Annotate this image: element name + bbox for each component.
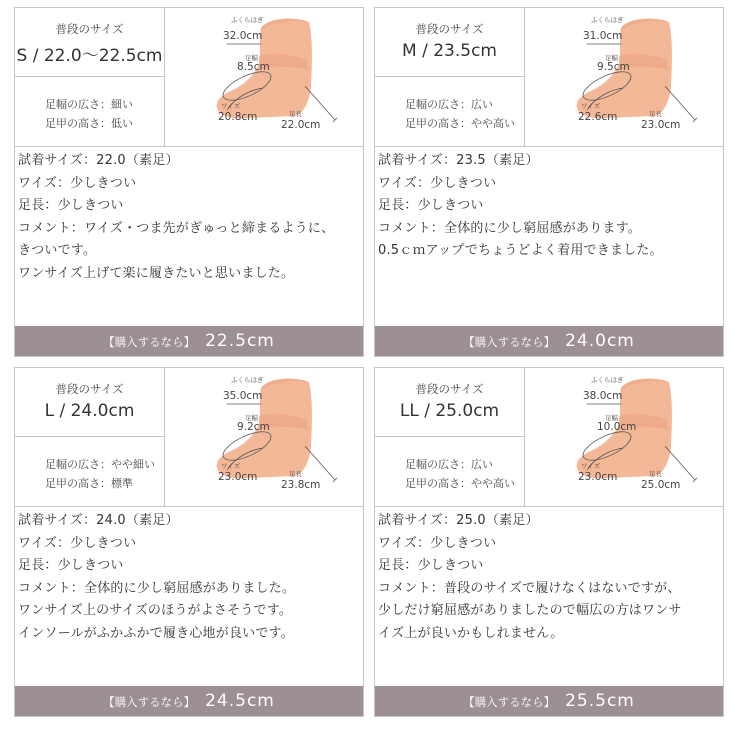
- length-label: 足長: [649, 110, 662, 118]
- foot-shape-box: [15, 437, 165, 506]
- review-line: 試着サイズ：25.0（素足）: [378, 513, 539, 528]
- foot-illustration: [525, 8, 723, 146]
- calf-label: ふくらはぎ: [231, 376, 264, 384]
- recommended-label: 【購入するなら】: [103, 695, 196, 709]
- ankle-value: 9.5cm: [597, 61, 630, 73]
- recommended-size-bar: [15, 326, 363, 356]
- wise-label: ワイズ: [221, 102, 241, 110]
- review-line: コメント：ワイズ・つま先がぎゅっと締まるように、: [18, 220, 335, 236]
- usual-size-box: [15, 368, 165, 437]
- calf-value: 38.0cm: [583, 390, 623, 402]
- ankle-label: 足幅: [605, 54, 618, 62]
- usual-size-value: S / 22.0〜22.5cm: [16, 46, 163, 66]
- usual-size-value: LL / 25.0cm: [399, 401, 500, 421]
- review-line: イズ上が良いかもしれません。: [378, 625, 564, 641]
- length-measure-line: [665, 86, 695, 120]
- review-line: ワイズ：少しきつい: [378, 535, 497, 551]
- review-line: コメント：全体的に少し窮屈感があります。: [378, 220, 641, 236]
- calf-label: ふくらはぎ: [591, 376, 624, 384]
- foot-illustration: [525, 368, 723, 506]
- length-value: 23.0cm: [641, 119, 681, 131]
- calf-value: 32.0cm: [223, 30, 263, 42]
- foot-width-text: 足幅の広さ：やや細い: [45, 458, 155, 471]
- foot-diagram: [525, 8, 723, 146]
- review-line: 試着サイズ：23.5（素足）: [378, 153, 539, 168]
- foot-illustration: [165, 368, 363, 506]
- review-line: ワイズ：少しきつい: [18, 535, 137, 551]
- review-line: ワイズ：少しきつい: [378, 175, 497, 191]
- calf-label: ふくらはぎ: [591, 16, 624, 24]
- foot-shape-box: [375, 77, 525, 146]
- ankle-value: 9.2cm: [237, 421, 270, 433]
- usual-size-caption: 普段のサイズ: [55, 382, 124, 396]
- usual-size-box: [15, 8, 165, 77]
- review-line: 0.5ｃｍアップでちょうどよく着用できました。: [378, 243, 663, 258]
- recommended-label: 【購入するなら】: [103, 335, 196, 349]
- length-value: 25.0cm: [641, 479, 681, 491]
- review-line: 足長：少しきつい: [18, 198, 124, 213]
- recommended-size-bar: [375, 326, 723, 356]
- usual-size-value: M / 23.5cm: [402, 41, 497, 61]
- recommended-size: 24.0cm: [565, 331, 635, 351]
- wise-label: ワイズ: [221, 462, 241, 470]
- ankle-label: 足幅: [605, 414, 618, 422]
- card-header: [15, 368, 363, 507]
- usual-size-value: L / 24.0cm: [44, 401, 135, 421]
- length-measure-line: [665, 446, 695, 480]
- calf-label: ふくらはぎ: [231, 16, 264, 24]
- foot-diagram: [165, 368, 363, 506]
- usual-size-caption: 普段のサイズ: [415, 382, 484, 396]
- ankle-value: 8.5cm: [237, 61, 270, 73]
- review-line: 試着サイズ：24.0（素足）: [18, 513, 179, 528]
- review-line: 足長：少しきつい: [378, 558, 484, 573]
- size-card-m: [374, 7, 724, 357]
- size-card-l: [14, 367, 364, 717]
- length-label: 足長: [289, 470, 302, 478]
- recommended-size-bar: [15, 686, 363, 716]
- length-measure-line: [305, 86, 335, 120]
- length-label: 足長: [289, 110, 302, 118]
- foot-shape-box: [15, 77, 165, 146]
- review-line: ワンサイズ上のサイズのほうがよさそうです。: [18, 603, 293, 618]
- instep-height-text: 足甲の高さ：低い: [45, 117, 133, 130]
- length-label: 足長: [649, 470, 662, 478]
- review-line: ワンサイズ上げて楽に履きたいと思いました。: [18, 265, 295, 281]
- review-line: きついです。: [18, 243, 97, 258]
- review-line: インソールがふかふかで履き心地が良いです。: [18, 625, 294, 641]
- foot-shape-box: [375, 437, 525, 506]
- review-line: 試着サイズ：22.0（素足）: [18, 153, 179, 168]
- review-line: ワイズ：少しきつい: [18, 175, 137, 191]
- instep-height-text: 足甲の高さ：標準: [45, 477, 133, 490]
- size-card-ll: [374, 367, 724, 717]
- recommended-label: 【購入するなら】: [463, 335, 556, 349]
- calf-value: 35.0cm: [223, 390, 263, 402]
- foot-diagram: [525, 368, 723, 506]
- calf-value: 31.0cm: [583, 30, 623, 42]
- instep-height-text: 足甲の高さ：やや高い: [405, 477, 515, 490]
- ankle-value: 10.0cm: [597, 421, 637, 433]
- review-line: 足長：少しきつい: [378, 198, 484, 213]
- foot-width-text: 足幅の広さ：細い: [45, 98, 133, 111]
- fitting-review: [378, 510, 723, 645]
- recommended-size: 24.5cm: [205, 691, 275, 711]
- ankle-label: 足幅: [245, 414, 258, 422]
- wise-value: 23.0cm: [218, 471, 258, 483]
- review-line: コメント：普段のサイズで履けなくはないですが、: [378, 580, 681, 596]
- length-value: 23.8cm: [281, 479, 321, 491]
- fitting-review: [18, 510, 363, 645]
- recommended-label: 【購入するなら】: [463, 695, 556, 709]
- review-line: 足長：少しきつい: [18, 558, 124, 573]
- card-header: [375, 368, 723, 507]
- usual-size-caption: 普段のサイズ: [55, 22, 124, 36]
- usual-size-box: [375, 368, 525, 437]
- card-header: [375, 8, 723, 147]
- wise-value: 20.8cm: [218, 111, 258, 123]
- review-line: 少しだけ窮屈感がありましたので幅広の方はワンサ: [378, 603, 682, 618]
- card-header: [15, 8, 363, 147]
- wise-label: ワイズ: [581, 102, 601, 110]
- foot-illustration: [165, 8, 363, 146]
- fitting-review: [378, 150, 723, 263]
- recommended-size: 22.5cm: [205, 331, 275, 351]
- length-measure-line: [305, 446, 335, 480]
- review-line: コメント：全体的に少し窮屈感がありました。: [18, 580, 296, 596]
- fitting-review: [18, 150, 363, 285]
- instep-height-text: 足甲の高さ：やや高い: [405, 117, 515, 130]
- usual-size-box: [375, 8, 525, 77]
- foot-width-text: 足幅の広さ：広い: [405, 98, 493, 111]
- usual-size-caption: 普段のサイズ: [415, 22, 484, 36]
- wise-value: 22.6cm: [578, 111, 618, 123]
- ankle-label: 足幅: [245, 54, 258, 62]
- length-value: 22.0cm: [281, 119, 321, 131]
- wise-label: ワイズ: [581, 462, 601, 470]
- recommended-size-bar: [375, 686, 723, 716]
- size-card-s: [14, 7, 364, 357]
- wise-value: 23.0cm: [578, 471, 618, 483]
- foot-width-text: 足幅の広さ：広い: [405, 458, 493, 471]
- recommended-size: 25.5cm: [565, 691, 635, 711]
- foot-diagram: [165, 8, 363, 146]
